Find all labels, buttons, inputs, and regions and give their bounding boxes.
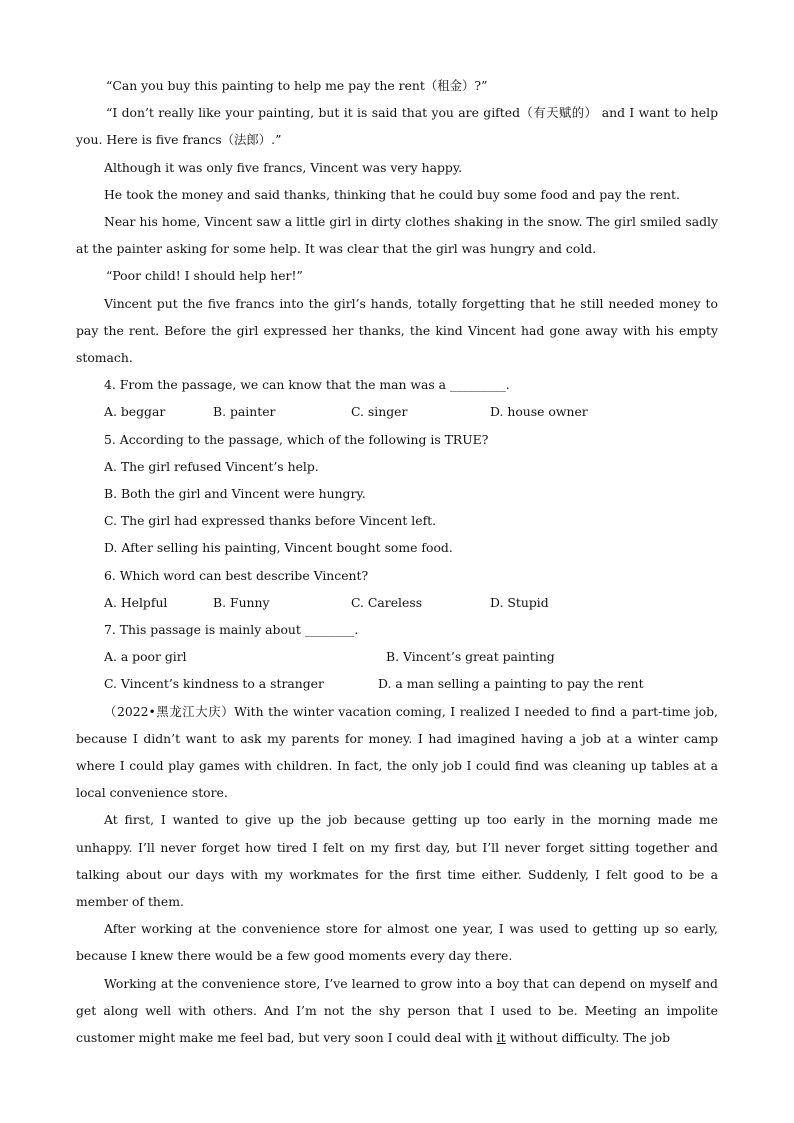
question-7-options-row-1: [76, 643, 718, 670]
question-7-option-d: D. a man selling a painting to pay the rent: [378, 676, 644, 692]
underlined-word-it: it: [496, 1030, 506, 1046]
question-6-option-d: D. Stupid: [490, 594, 549, 610]
question-5-option-b: B. Both the girl and Vincent were hungry.: [104, 486, 366, 502]
passage-b-paragraph-4-text-after: without difficulty. The job: [505, 1030, 670, 1046]
question-6-options: [76, 589, 718, 616]
question-7-option-c: C. Vincent’s kindness to a stranger: [104, 676, 324, 692]
question-7-option-b: B. Vincent’s great painting: [386, 649, 555, 665]
question-5-option-c: C. The girl had expressed thanks before Vincent left.: [104, 513, 437, 529]
document-page: [76, 72, 718, 1051]
question-4-stem: 4. From the passage, we can know that the man was a _________.: [104, 377, 510, 393]
passage-a-paragraph-1: “Can you buy this painting to help me pay the rent（租金）?”: [106, 78, 488, 93]
passage-a-paragraph-6: “Poor child! I should help her!”: [106, 268, 303, 284]
question-7-stem: 7. This passage is mainly about ________.: [104, 622, 359, 638]
passage-a-paragraph-5: Near his home, Vincent saw a little girl in dirty clothes shaking in the snow. The girl smiled sadly at the painter asking for some help. It was clear that the girl was hungry and cold.: [76, 214, 718, 257]
question-4-options: [76, 398, 718, 425]
passage-a-paragraph-2: “I don’t really like your painting, but it is said that you are gifted（有天赋的） and I want to help you. Here is five francs（法郎）.”: [76, 105, 718, 148]
question-6-stem: 6. Which word can best describe Vincent?: [104, 567, 369, 583]
passage-a-paragraph-3: Although it was only five francs, Vincent was very happy.: [104, 159, 463, 175]
passage-b-paragraph-1: （2022•黑龙江大庆）With the winter vacation coming, I realized I needed to find a part-time job, because I didn’t want to ask my parents for money. I had imagined having a job at a winter camp where I could play games with children. In fact, the only job I could find was cleaning up tables at a local convenience store.: [76, 703, 718, 801]
question-6-option-c: C. Careless: [351, 594, 423, 610]
passage-b-paragraph-4-text-before: Working at the convenience store, I’ve learned to grow into a boy that can depend on myself and get along well with others. And I’m not the shy person that I used to be. Meeting an impolite customer might make me feel bad, but very soon I could deal with: [76, 975, 718, 1046]
question-5-stem: 5. According to the passage, which of the following is TRUE?: [104, 431, 489, 447]
question-6-option-a: A. Helpful: [104, 594, 168, 610]
passage-b-paragraph-2: At first, I wanted to give up the job because getting up too early in the morning made me unhappy. I’ll never forget how tired I felt on my first day, but I’ll never forget sitting together and talking about our days with my workmates for the first time either. Suddenly, I felt good to be a member of them.: [76, 812, 718, 910]
question-4-option-a: A. beggar: [104, 404, 166, 420]
question-4-option-d: D. house owner: [490, 404, 588, 420]
passage-a-paragraph-7: Vincent put the five francs into the girl’s hands, totally forgetting that he still needed money to pay the rent. Before the girl expressed her thanks, the kind Vincent had gone away with his empty stomach.: [76, 295, 718, 366]
passage-a-paragraph-4: He took the money and said thanks, thinking that he could buy some food and pay the rent.: [104, 186, 680, 202]
question-5-option-d: D. After selling his painting, Vincent bought some food.: [104, 540, 453, 556]
passage-b-paragraph-4: [76, 970, 718, 1052]
question-6-option-b: B. Funny: [213, 594, 270, 610]
question-4-option-b: B. painter: [213, 404, 276, 420]
question-7-options-row-2: [76, 670, 718, 697]
question-5-option-a: A. The girl refused Vincent’s help.: [104, 458, 319, 474]
question-4-option-c: C. singer: [351, 404, 408, 420]
question-7-option-a: A. a poor girl: [104, 649, 187, 665]
passage-b-paragraph-3: After working at the convenience store for almost one year, I was used to getting up so early, because I knew there would be a few good moments every day there.: [76, 921, 718, 964]
